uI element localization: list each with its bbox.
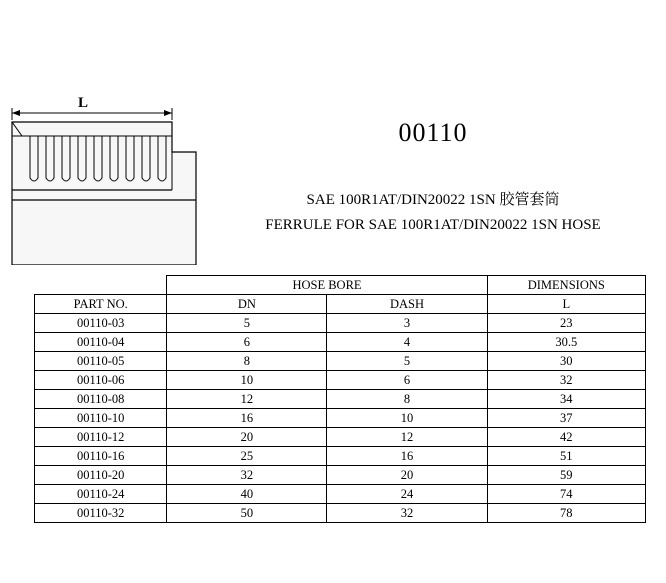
group-header-blank (35, 276, 167, 295)
cell-part-no: 00110-05 (35, 352, 167, 371)
cell-part-no: 00110-32 (35, 504, 167, 523)
cell-dn: 20 (167, 428, 327, 447)
cell-part-no: 00110-06 (35, 371, 167, 390)
table-row (35, 390, 646, 409)
cell-part-no: 00110-16 (35, 447, 167, 466)
cell-dn: 50 (167, 504, 327, 523)
cell-dn: 5 (167, 314, 327, 333)
page-title-part-code: 00110 (398, 118, 468, 147)
cell-l: 37 (487, 409, 645, 428)
cell-l: 23 (487, 314, 645, 333)
cell-l: 51 (487, 447, 645, 466)
cell-l: 30 (487, 352, 645, 371)
column-header-dash: DASH (327, 295, 487, 314)
cell-dash: 32 (327, 504, 487, 523)
cell-dn: 10 (167, 371, 327, 390)
description-chinese: SAE 100R1AT/DIN20022 1SN 胶管套筒 (306, 192, 560, 208)
table-row (35, 447, 646, 466)
cell-l: 74 (487, 485, 645, 504)
column-header-dn: DN (167, 295, 327, 314)
cell-dash: 20 (327, 466, 487, 485)
cell-part-no: 00110-08 (35, 390, 167, 409)
cell-dn: 25 (167, 447, 327, 466)
cell-dash: 10 (327, 409, 487, 428)
table-group-header-row (35, 276, 646, 295)
table-row (35, 428, 646, 447)
cell-part-no: 00110-20 (35, 466, 167, 485)
cell-l: 34 (487, 390, 645, 409)
cell-dn: 8 (167, 352, 327, 371)
table-row (35, 352, 646, 371)
cell-dn: 40 (167, 485, 327, 504)
cell-dash: 12 (327, 428, 487, 447)
cell-dash: 24 (327, 485, 487, 504)
group-header-hose-bore: HOSE BORE (167, 276, 487, 295)
cell-dash: 4 (327, 333, 487, 352)
cell-dn: 6 (167, 333, 327, 352)
cell-l: 59 (487, 466, 645, 485)
column-header-part-no: PART NO. (35, 295, 167, 314)
cell-part-no: 00110-03 (35, 314, 167, 333)
cell-part-no: 00110-10 (35, 409, 167, 428)
cell-l: 32 (487, 371, 645, 390)
table-row (35, 333, 646, 352)
title-block (200, 118, 666, 235)
dimension-label-l: L (78, 95, 89, 111)
cell-dn: 12 (167, 390, 327, 409)
table-row (35, 466, 646, 485)
table-row (35, 409, 646, 428)
cell-l: 30.5 (487, 333, 645, 352)
ferrule-cross-section-icon (0, 90, 200, 265)
column-header-l: L (487, 295, 645, 314)
description-english: FERRULE FOR SAE 100R1AT/DIN20022 1SN HOSE (265, 217, 601, 233)
cell-dash: 3 (327, 314, 487, 333)
table-row (35, 314, 646, 333)
cell-part-no: 00110-24 (35, 485, 167, 504)
table-row (35, 371, 646, 390)
specification-table-wrap (34, 275, 646, 523)
cell-l: 42 (487, 428, 645, 447)
cell-dash: 8 (327, 390, 487, 409)
table-column-header-row (35, 295, 646, 314)
ferrule-technical-drawing (0, 90, 200, 265)
cell-dash: 6 (327, 371, 487, 390)
cell-part-no: 00110-04 (35, 333, 167, 352)
cell-dash: 5 (327, 352, 487, 371)
cell-dn: 16 (167, 409, 327, 428)
group-header-dimensions: DIMENSIONS (487, 276, 645, 295)
cell-part-no: 00110-12 (35, 428, 167, 447)
cell-dn: 32 (167, 466, 327, 485)
table-row (35, 504, 646, 523)
table-row (35, 485, 646, 504)
specification-table (34, 275, 646, 523)
cell-dash: 16 (327, 447, 487, 466)
cell-l: 78 (487, 504, 645, 523)
